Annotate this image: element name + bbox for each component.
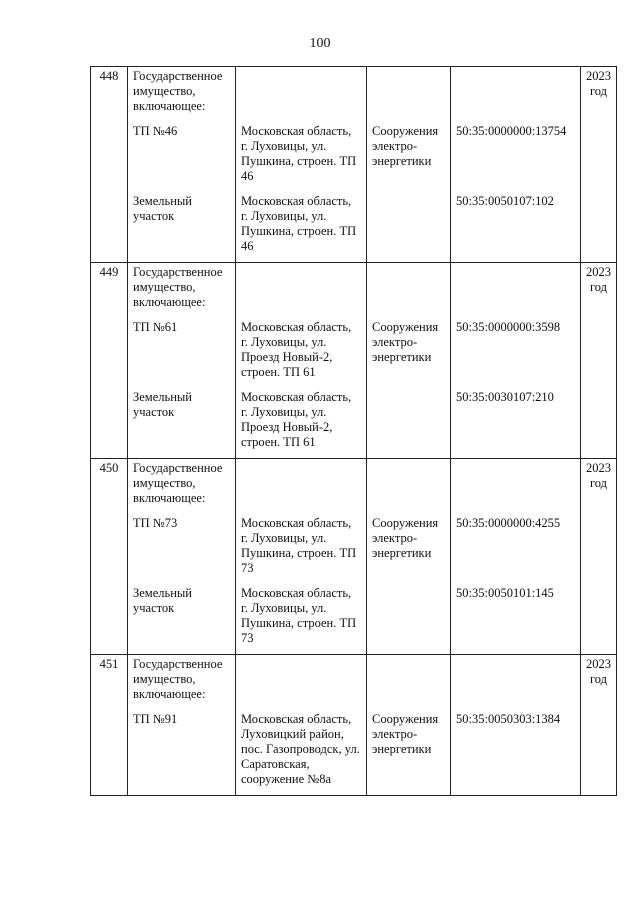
item-cadastral: 50:35:0050303:1384 <box>456 712 561 726</box>
item-cadastral: 50:35:0050107:102 <box>456 194 554 208</box>
item-type <box>367 388 450 398</box>
table-row <box>91 584 617 655</box>
item-type: Сооружения электро-энергетики <box>372 124 439 168</box>
group-header: Государственное имущество, включающее: <box>133 461 223 505</box>
table-row <box>91 459 617 515</box>
item-address: Московская область, г. Луховицы, ул. Пушкина, строен. ТП 73 <box>241 586 357 645</box>
item-cadastral: 50:35:0030107:210 <box>456 390 554 404</box>
item-name: ТП №91 <box>133 712 178 726</box>
item-type: Сооружения электро-энергетики <box>372 320 439 364</box>
item-address: Московская область, г. Луховицы, ул. Проезд Новый-2, строен. ТП 61 <box>241 320 352 379</box>
year: 2023 год <box>586 69 611 98</box>
year: 2023 год <box>586 657 611 686</box>
item-type: Сооружения электро-энергетики <box>372 516 439 560</box>
item-address: Московская область, Луховицкий район, пос. Газопроводск, ул. Саратовская, сооружение №8а <box>241 712 360 786</box>
row-number: 450 <box>99 461 119 475</box>
row-number: 449 <box>99 265 119 279</box>
item-name: ТП №61 <box>133 320 178 334</box>
item-address: Московская область, г. Луховицы, ул. Пушкина, строен. ТП 46 <box>241 194 357 253</box>
page-number: 100 <box>309 36 331 51</box>
table-row <box>91 318 617 388</box>
item-address: Московская область, г. Луховицы, ул. Пушкина, строен. ТП 46 <box>241 124 357 183</box>
item-name: ТП №73 <box>133 516 178 530</box>
item-cadastral: 50:35:0000000:3598 <box>456 320 561 334</box>
item-cadastral: 50:35:0050101:145 <box>456 586 554 600</box>
table-row <box>91 514 617 584</box>
group-header: Государственное имущество, включающее: <box>133 265 223 309</box>
item-type <box>367 584 450 594</box>
year: 2023 год <box>586 461 611 490</box>
item-name: Земельный участок <box>133 390 192 419</box>
row-number: 451 <box>99 657 119 671</box>
item-type: Сооружения электро-энергетики <box>372 712 439 756</box>
table-row <box>91 710 617 796</box>
table-row <box>91 263 617 319</box>
item-cadastral: 50:35:0000000:4255 <box>456 516 561 530</box>
item-name: Земельный участок <box>133 586 192 615</box>
group-header: Государственное имущество, включающее: <box>133 657 223 701</box>
item-address: Московская область, г. Луховицы, ул. Проезд Новый-2, строен. ТП 61 <box>241 390 352 449</box>
table-row <box>91 122 617 192</box>
table-row <box>91 388 617 459</box>
item-name: ТП №46 <box>133 124 178 138</box>
item-type <box>367 192 450 202</box>
property-table <box>90 66 617 796</box>
group-header: Государственное имущество, включающее: <box>133 69 223 113</box>
row-number: 448 <box>99 69 119 83</box>
year: 2023 год <box>586 265 611 294</box>
item-cadastral: 50:35:0000000:13754 <box>456 124 567 138</box>
table-row <box>91 655 617 711</box>
table-row <box>91 192 617 263</box>
item-name: Земельный участок <box>133 194 192 223</box>
table-row <box>91 67 617 123</box>
item-address: Московская область, г. Луховицы, ул. Пушкина, строен. ТП 73 <box>241 516 357 575</box>
